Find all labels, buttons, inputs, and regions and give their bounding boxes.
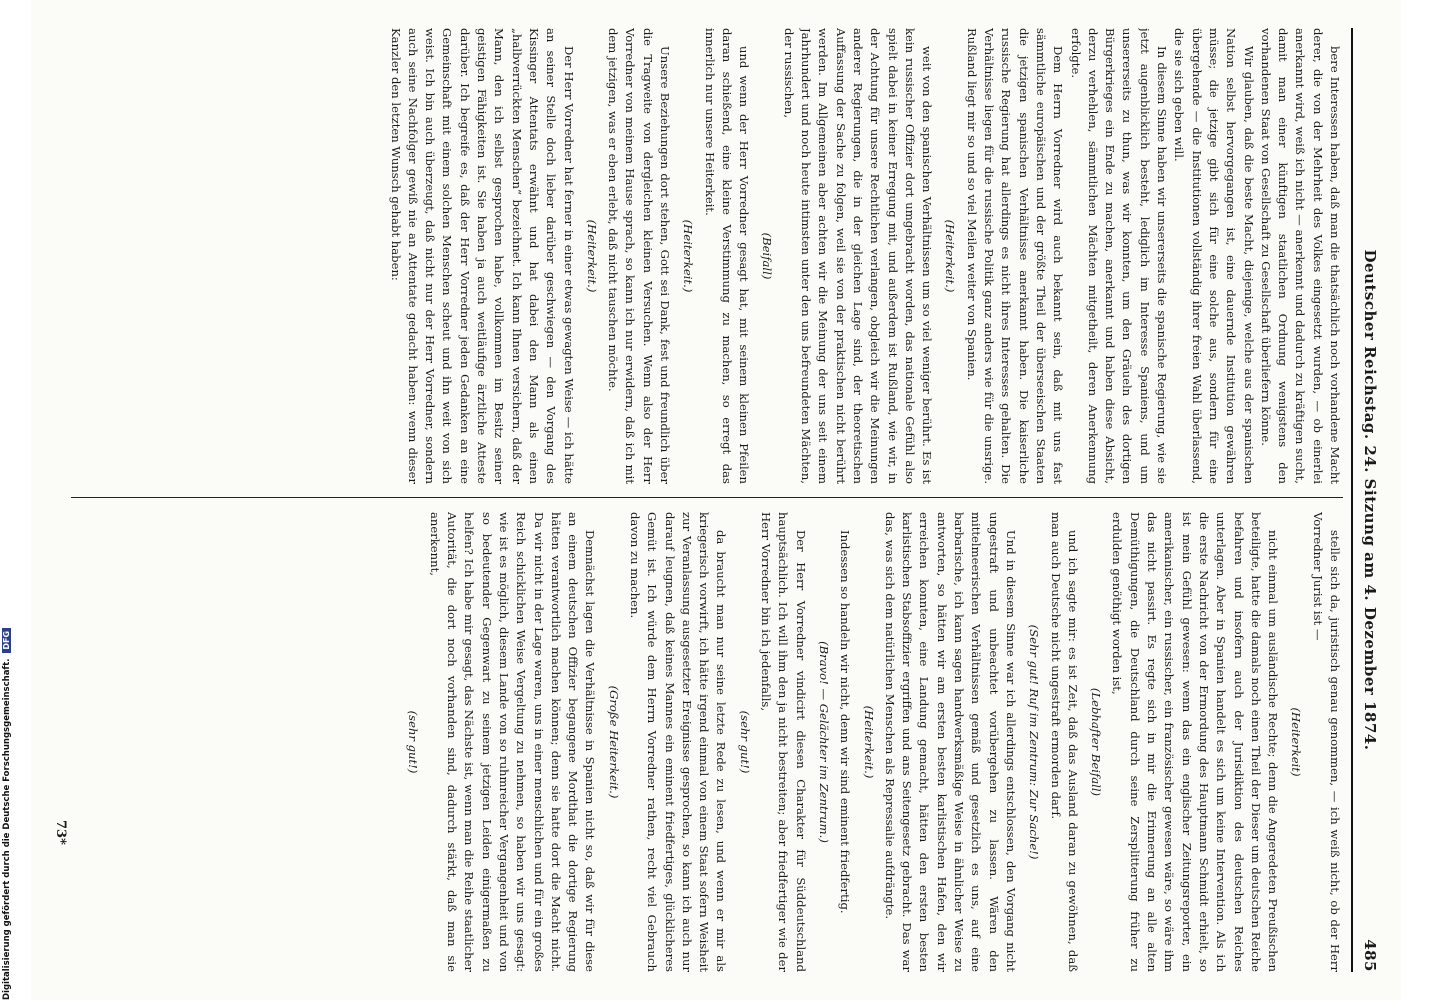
paragraph: und ich sagte mir: es ist Zeit, daß das Ausland daran zu gewöhnen, daß man auch Deutsche nicht ungestraft ermorden darf. <box>1048 512 1080 972</box>
interjection: (Heiterkeit) <box>1289 707 1304 777</box>
interjection: (Heiterkeit.) <box>584 219 599 293</box>
paragraph: stelle sich da, juristisch genau genommen, — ich weiß nicht, ob der Herr Vorredner Jurist ist — <box>1310 512 1342 972</box>
paragraph: und wenn der Herr Vorredner gesagt hat, mit seinem kleinen Pfeilen daran schießend, eine kleine Verstimmung zu machen, so erregt das innerlich nur unsere Heiterkeit. <box>702 28 752 484</box>
paragraph: bere Interessen haben, daß man die thatsächlich noch vorhandene Macht derer, die von der Mehrheit des Volkes eingesetzt wurden, — ob einerlei anerkannt wird, weiß ich nicht — anerkennt und dadurch zu kräftigen sucht, damit man einer künftigen staatlichen Ordnung wenigstens den vorhandenen Staat von Gesellschaft zu Gesellschaft überliefern könne. <box>1258 28 1342 484</box>
interjection: (Heiterkeit.) <box>681 219 696 293</box>
paragraph: Und in diesem Sinne war ich allerdings entschlossen, den Vorgang nicht ungestraft und unbeachtet vorübergehen zu lassen. Wären den mittelmeerischen Verhältnissen gemäß und gesetzlich es uns, auf eine barbarische, ich kann sagen handwerksmäßige Weise in ähnlicher Weise zu antworten, so hätten wir am ersten besten karlistischen Hafen, den wir erreichen konnten, eine Landung gemacht, hätten den ersten besten karlistischen Stabsoffizier ergriffen und ans Seitengesetz gebracht. Das war das, was sich dem natürlichen Menschen als Repressalie aufdrängte. <box>882 512 1018 972</box>
interjection: (Beifall) <box>760 232 775 280</box>
interjection: (Große Heiterkeit.) <box>606 685 621 799</box>
dfg-logo-icon: DFG <box>2 628 11 653</box>
paragraph: Der Herr Vorredner hat ferner in einer etwas gewagten Weise — ich hätte an seiner Stelle doch lieber darüber geschwiegen — den Vorgang des Kissinger Attentats erwähnt und hat dabei den Mann als einen „halbverrückten Menschen“ bezeichnet. Ich kann Ihnen versichern, daß der Mann, den ich selbst gesprochen habe, vollkommen im Besitz seiner geistigen Fähigkeiten ist. Sie haben ja auch weitläufige ärztliche Atteste darüber. Ich begreife es, daß der Herr Vorredner jeden Gedanken an eine Gemeinschaft mit einem solchen Menschen scheut und ihn weit von sich weist. Ich bin auch überzeugt, daß nicht nur der Herr Vorredner, sondern auch seine Nachfolger gewiß nie an Attentate gedacht haben: wenn dieser Kanzler den letzten Wunsch gehabt haben: <box>388 28 576 484</box>
scanned-page <box>31 0 1401 1000</box>
page-number: 485 <box>1361 939 1379 972</box>
interjection: (sehr gut!) <box>406 710 421 774</box>
interjection: (Sehr gut! Ruf im Zentrum: Zur Sache!) <box>1027 624 1042 860</box>
interjection: (Lebhafter Beifall) <box>1089 687 1104 797</box>
paragraph: Unsere Beziehungen dort stehen, Gott sei Dank, fest und freundlich über die Tragweite von dergleichen kleinen Versuchen. Wenn also der Herr Vorredner von meinem Hause sprach, so kann ich nur erwidern, daß ich mit dem jetzigen, was er eben erlebt, daß nicht tauschen möchte. <box>606 28 673 484</box>
paragraph: weit von den spanischen Verhältnissen um so viel weniger berührt. Es ist kein russischer Offizier dort umgebracht worden, das nationale Gefühl also spielt dabei in keiner Erregung mit, und außerdem ist Rußland, wie wir, in der Achtung für unsere Rechtlichen verlangen, obgleich wir die Meinungen anderer Regierungen, die in der gleichen Lage sind, der theoretischen Auffassung der Sache zu folgen, weil sie von der praktischen nicht berührt werden. Im Allgemeinen aber achten wir die Meinung der uns seit einem Jahrhundert und noch heute intimsten unter den uns befreundeten Mächten, der russischen, <box>781 28 935 484</box>
paragraph: Indessen so handeln wir nicht, denn wir sind eminent friedfertig. <box>838 530 853 914</box>
interjection: (Bravo! — Gelächter im Zentrum.) <box>816 641 831 843</box>
interjection: (Heiterkeit.) <box>943 219 958 293</box>
right-column <box>49 512 1343 972</box>
interjection: (sehr gut!) <box>737 710 752 774</box>
page-header <box>1351 28 1379 972</box>
digitization-credit <box>2 600 14 1000</box>
paragraph: da braucht man nur seine letzte Rede zu lesen, und wenn er mir als kriegerisch vorwirft, ich hätte irgend einmal von einem Staat sofern Weisheit zur Veranlassung ausgesetzter Ereignisse gesprochen, so kann ich auch nur darauf leugnen, daß keines Mannes ein eminent friedfertiges, glücklicheres Gemüt ist. Ich würde dem Herrn Vorredner rathen, recht viel Gebrauch davon zu machen. <box>628 512 729 972</box>
paragraph: Demnächst lagen die Verhältnisse in Spanien nicht so, daß wir für diese an einem deutschen Offizier begangene Mordthat die dortige Regierung hätten verantwortlich machen können; denn sie hatte dort die Macht nicht. Da wir nicht in der Lage waren, uns in einer menschlichen und für ein großes Reich schicklichen Weise Vergeltung zu nehmen, so haben wir uns gesagt: wie ist es möglich, diesem Lande von so ruhmreicher Vergangenheit und von so bedeutender Gegenwart zu seinem jetzigen Leiden einigermaßen zu helfen? Ich habe mir gesagt, das Nächste ist, wenn man die Reihe staatlicher Autorität, die dort noch vorhanden sind, dadurch stärkt, daß man sie anerkennt, <box>427 512 598 972</box>
paragraph: Der Herr Vorredner vindicirt diesen Charakter für Süddeutschland hauptsächlich. Ich will ihm den ja nicht bestreiten; aber friedfertiger wie der Herr Vorredner bin ich jedenfalls, <box>759 512 808 972</box>
paragraph: Wir glauben, daß die beste Macht, diejenige, welche aus der spanischen Nation selbst hervorgegangen ist, eine dauernde Institution gewähren müsse; die jetzige gibt sich für eine solche aus, sondern für eine übergehende — die Institutionen vollständig ihrer freien Wahl überlassend, die sie sich geben will. <box>1172 28 1256 484</box>
interjection: (Heiterkeit.) <box>861 705 876 779</box>
credit-text: Digitalisierung gefördert durch die Deutsche Forschungsgemeinschaft. <box>2 658 12 1000</box>
page-title: Deutscher Reichstag. 24. Sitzung am 4. Dezember 1874. <box>1361 249 1379 751</box>
paragraph: nicht einmal um ausländische Rechte; denn die Angeredeten Preußischen beteiligte, hatte die damals noch einen Theil der Dieser um deutschen Reiche befahren und insofern auch der Jurisdiktion des deutschen Reiches unterlagen. Aber in Spanien handelt es sich um keine Intervention. Als ich die erste Nachricht von der Ermordung des Hauptmann Schmidt erhielt, so ist mein Gefühl gewesen: wenn das ein englischer Zeitungsreporter, ein amerikanischer, ein russischer, ein französischer gewesen wäre, so wäre ihm das nicht passirt. Es regte sich in mir die Erinnerung an alle alten Demüthigungen, die Deutschland durch seine Zersplitterung früher zu erdulden genöthigt worden ist, <box>1110 512 1281 972</box>
column-divider <box>71 497 1343 498</box>
sheet-signature: 73* <box>53 820 68 845</box>
paragraph: In diesem Sinne haben wir unsererseits die spanische Regierung, wie sie jetzt augenblicklich besteht, lediglich im Interesse Spaniens, und um unsererseits zu thun, was wir konnten, um den Gräueln des dortigen Bürgerkrieges ein Ende zu machen, anerkannt und haben diese Absicht, derzu verhehlen, sämmtlichen Mächten mitgetheilt, deren Anerkennung erfolgte. <box>1068 28 1170 484</box>
paragraph: Dem Herrn Vorredner wird auch bekannt sein, daß mit uns fast sämmtliche europäischen und der größte Theil der überseeischen Staaten die jetzigen spanischen Verhältnisse anerkannt haben. Die kaiserliche russische Regierung hat allerdings es nicht ihres Interesses gehalten. Die Verhältnisse liegen für die russische Politik ganz anders wie für die unsrige. Rußland liegt mir so und so viel Meilen weiter von Spanien. <box>964 28 1066 484</box>
left-column <box>49 28 1343 484</box>
